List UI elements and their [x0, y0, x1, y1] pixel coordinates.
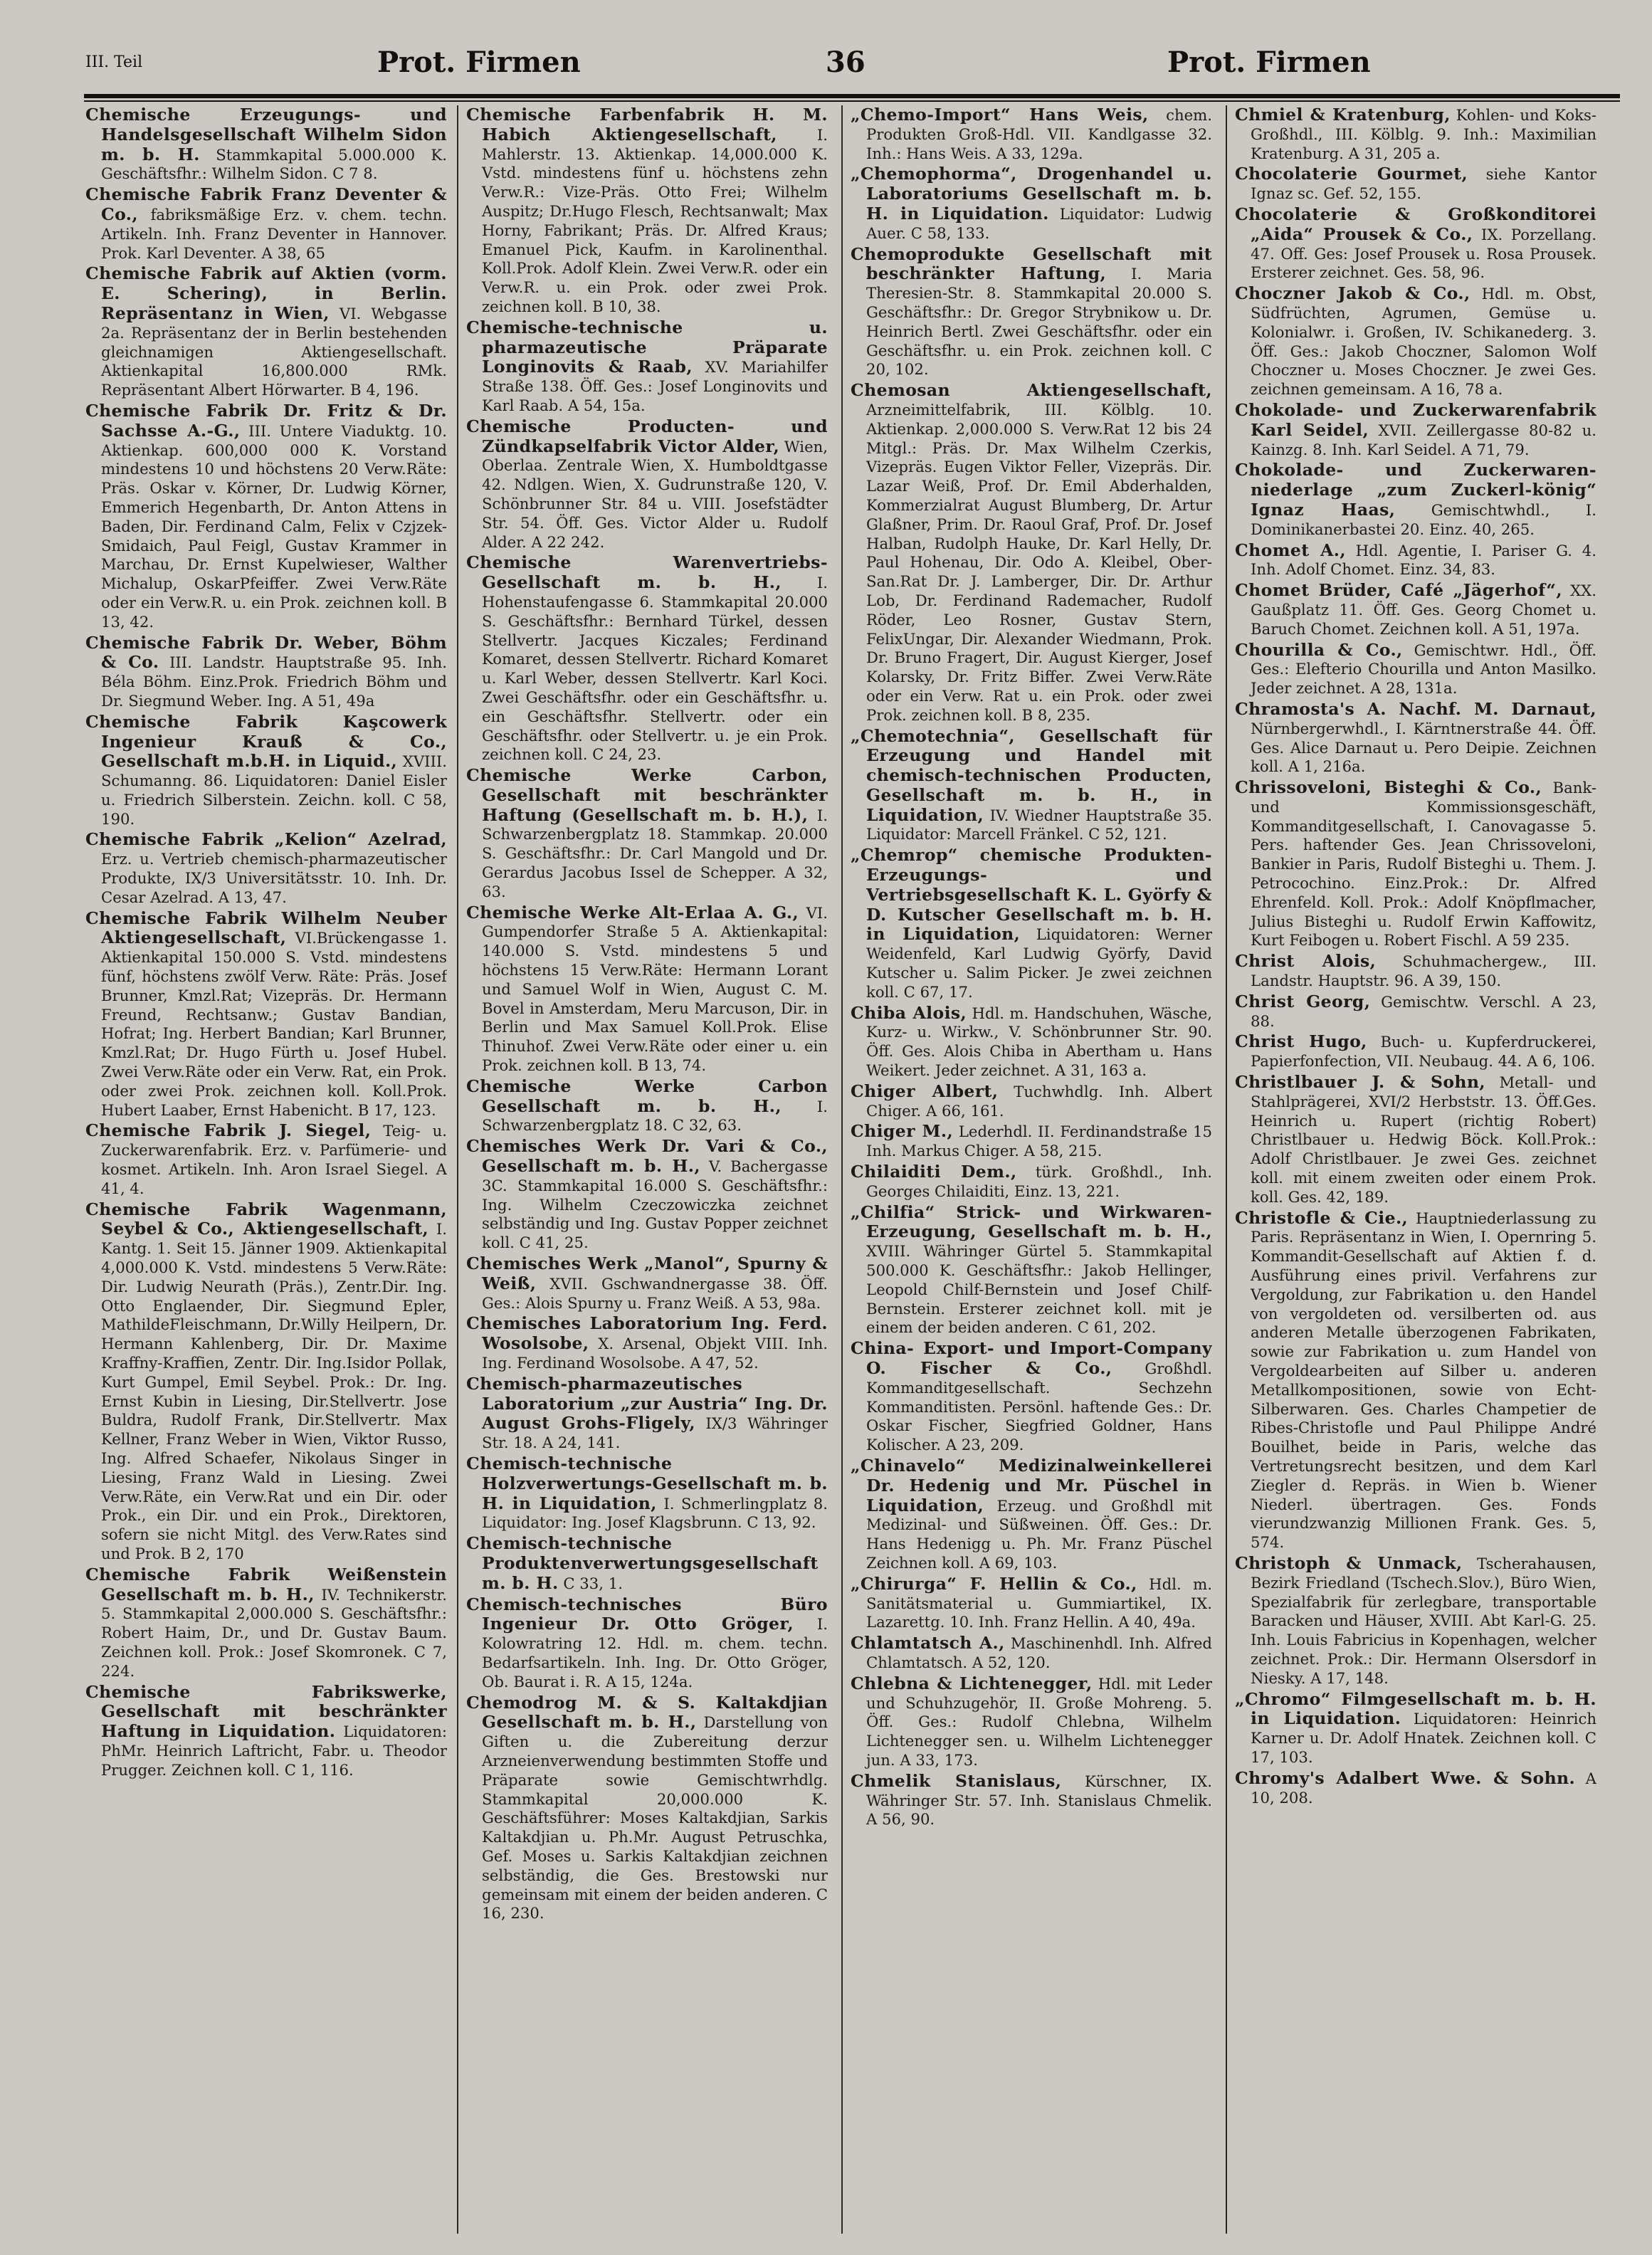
firm-name: Christoph & Unmack, [1235, 1552, 1463, 1573]
firm-name: „Chromo“ Filmgesellschaft m. b. H. in Liquidation. [1235, 1688, 1596, 1729]
firm-entry [851, 1456, 1212, 1573]
firm-entry [1235, 641, 1596, 698]
firm-name: Chlamtatsch A., [851, 1633, 1005, 1654]
firm-details: Bank- und Kommissionsgeschäft, Kommanditgesellschaft, I. Canovagasse 5. Pers. haftender Ges. Jean Chrissoveloni, Bankier in Paris, Rudolf Bisteghi u. Them. J. Petrocochino. Einz.Prok.: Dr. Alfred Ehrenfeld. Koll. Prok.: Adolf Knöpflmacher, Julius Bisteghi u. Rudolf Erwin Kaffowitz, Kurt Feibogen u. Robert Fischl. A 59 235. [1251, 779, 1596, 950]
firm-entry [466, 903, 828, 1076]
firm-details: Kohlen- und Koks-Großhdl., III. Kölblg. 9. Inh.: Maximilian Kratenburg. A 31, 205 a. [1251, 106, 1596, 162]
firm-name: Chokolade- und Zuckerwarenfabrik Karl Seidel, [1235, 399, 1596, 440]
firm-name: Chemische Farbenfabrik H. M. Habich Aktiengesellschaft, [466, 105, 828, 144]
firm-details: Buch- u. Kupferdruckerei, Papierfonfection, VII. Neubaug. 44. A 6, 106. [1251, 1033, 1596, 1071]
firm-entry [466, 1693, 828, 1924]
firm-entry [466, 1595, 828, 1692]
firm-name: „Chirurga“ F. Hellin & Co., [851, 1573, 1137, 1594]
firm-details: V. Bachergasse 3C. Stammkapital 16.000 S. Geschäftsfhr.: Ing. Wilhelm Czeczowiczka zeichnet selbständig und Ing. Gustav Popper zeichnet koll. C 41, 25. [482, 1157, 828, 1252]
firm-name: Chemisches Werk „Manol“, Spurny & Weiß, [466, 1253, 828, 1293]
firm-details: I. Kantg. 1. Seit 15. Jänner 1909. Aktienkapital 4,000.000 K. Vstd. mindestens 5 Verw.Räte: Dir. Ludwig Neurath (Präs.), Zentr.Dir. Ing. Otto Englaender, Dir. Siegmund Epler, MathildeFleischmann, Dr.Willy Heilpern, Dr. Hermann Kahlenberg, Dir. Dr. Maxime Kraffny-Kraffien, Zentr. Dir. Ing.Isidor Pollak, Kurt Gumpel, Emil Seybel. Prok.: Dr. Ing. Ernst Kubin in Liesing, Dir.Stellvertr. Jose Buldra, Rudolf Frank, Dir.Stellvertr. Max Kellner, Franz Weber in Wien, Viktor Russo, Ing. Alfred Schaefer, Nikolaus Singer in Liesing, Franz Wald in Liesing. Zwei Verw.Räte, ein Verw.Rat und ein Dir. oder Prok., ein Dir. und ein Prok., Direktoren, sofern sie nicht Mitgl. des Verw.Rates sind und Prok. B 2, 170 [101, 1220, 447, 1562]
firm-entry [1235, 401, 1596, 459]
firm-name: Chemische Werke Carbon Gesellschaft m. b. H., [466, 1076, 828, 1116]
column-divider [1226, 105, 1227, 2234]
firm-entry [1235, 164, 1596, 204]
firm-name: Chemisches Werk Dr. Vari & Co., Gesellschaft m. b. H., [466, 1136, 828, 1177]
firm-details: XV. Mariahilfer Straße 138. Öff. Ges.: Josef Longinovits und Karl Raab. A 54, 15a. [482, 358, 828, 414]
firm-details: Hdl. m. Sanitätsmaterial u. Gummiartikel, IX. Lazarettg. 10. Inh. Franz Hellin. A 40, 49a. [866, 1575, 1212, 1631]
firm-name: Chrissoveloni, Bisteghi & Co., [1235, 777, 1542, 798]
firm-entry [851, 1339, 1212, 1455]
firm-name: Chemische-technische u. pharmazeutische Präparate Longinovits & Raab, [466, 317, 828, 377]
firm-name: Chemisch-technisches Büro Ingenieur Dr. Otto Gröger, [466, 1594, 828, 1634]
firm-name: Christ Hugo, [1235, 1031, 1367, 1052]
firm-name: „Chemophorma“, Drogenhandel u. Laboratoriums Gesellschaft m. b. H. in Liquidation. [851, 164, 1212, 224]
firm-details: Hauptniederlassung zu Paris. Repräsentanz in Wien, I. Opernring 5. Kommandit-Gesellschaft auf Aktien f. d. Ausführung eines privil. Verfahrens zur Vergoldung, zur Fabrikation u. den Handel von vergoldeten od. versilberten od. aus anderen Metalle überzogenen Fabrikaten, sowie zur Fabrikation u. zum Handel von Vergoldearbeiten auf Silber u. anderen Metallkompositionen, sowie von Echt-Silberwaren. Ges. Charles Champetier de Ribes-Christofle und Paul Philippe André Bouilhet, beide in Paris, welche das Vertretungsrecht besitzen, und dem Karl Ziegler d. Repräs. in Wien b. Wiener Niederl. übertragen. Ges. Fonds vierundzwanzig Millionen Frank. Ges. 5, 574. [1251, 1209, 1596, 1552]
firm-details: XVIII. Währinger Gürtel 5. Stammkapital 500.000 K. Geschäftsfhr.: Jakob Hellinger, Leopold Chilf-Bernstein und Josef Chilf-Bernstein. Ersterer zeichnet koll. mit je einem der beiden anderen. C 61, 202. [866, 1242, 1212, 1337]
firm-entry [466, 1137, 828, 1253]
firm-name: Christlbauer J. & Sohn, [1235, 1072, 1485, 1093]
firm-name: Chemische Fabrik Wagenmann, Seybel & Co., Aktiengesellschaft, [85, 1199, 447, 1239]
firm-details: Liquidatoren: Werner Weidenfeld, Karl Ludwig Györfy, David Kutscher u. Salim Picker. Je zwei zeichnen koll. C 67, 17. [866, 925, 1212, 1001]
firm-entry [1235, 541, 1596, 580]
firm-entry [466, 1077, 828, 1135]
firm-entry [85, 1121, 447, 1198]
firm-name: Chemische Fabrikswerke, Gesellschaft mit beschränkter Haftung in Liquidation. [85, 1681, 447, 1742]
firm-details: A 10, 208. [1251, 1769, 1596, 1807]
firm-details: VI.Brückengasse 1. Aktienkapital 150.000 S. Vstd. mindestens fünf, höchstens zwölf Verw. Räte: Präs. Josef Brunner, Kmzl.Rat; Vizepräs. Dr. Hermann Freund, Rechtsanw.; Gustav Bandian, Hofrat; Ing. Herbert Bandian; Karl Brunner, Kmzl.Rat; Dr. Hugo Fürth u. Josef Hubel. Zwei Verw.Räte oder ein Verw. Rat, ein Prok. oder zwei Prok. zeichnen koll. Koll.Prok. Hubert Laaber, Ernst Habenicht. B 17, 123. [101, 929, 447, 1119]
column-divider [457, 105, 458, 2234]
firm-entry [1235, 1554, 1596, 1688]
firm-details: Hdl. mit Leder und Schuhzugehör, II. Große Mohreng. 5. Öff. Ges.: Rudolf Chlebna, Wilhelm Lichtenegger sen. u. Wilhelm Lichtenegger jun. A 33, 173. [866, 1674, 1212, 1769]
firm-name: Christ Georg, [1235, 991, 1371, 1011]
firm-details: III. Untere Viaduktg. 10. Aktienkap. 600,000 000 K. Vorstand mindestens 10 und höchstens 20 Verw.Räte: Präs. Oskar v. Körner, Dr. Ludwig Körner, Emmerich Hegenbarth, Dr. Anton Attens in Baden, Dir. Ferdinand Calm, Felix v Czjzek-Smidaich, Paul Feigl, Gustav Krammer in Marchau, Dr. Ernst Kupelwieser, Walther Michalup, OskarPfeiffer. Zwei Verw.Räte oder ein Verw.R. u. ein Prok. zeichnen koll. B 13, 42. [101, 421, 447, 631]
firm-entry [85, 634, 447, 711]
firm-entry [851, 245, 1212, 380]
firm-entry [851, 1004, 1212, 1081]
firm-name: Chokolade- und Zuckerwaren-niederlage „zum Zuckerl-könig“ Ignaz Haas, [1235, 460, 1596, 520]
firm-name: China- Export- und Import-Company O. Fischer & Co., [851, 1338, 1212, 1378]
firm-entry [466, 105, 828, 317]
column-3 [851, 105, 1212, 2234]
firm-entry [851, 1203, 1212, 1338]
firm-entry [851, 727, 1212, 845]
part-label: III. Teil [85, 53, 143, 71]
firm-name: Chromy's Adalbert Wwe. & Sohn. [1235, 1767, 1576, 1788]
firm-name: Chiger M., [851, 1121, 954, 1142]
firm-details: X. Arsenal, Objekt VIII. Inh. Ing. Ferdinand Wosolsobe. A 47, 52. [482, 1335, 828, 1372]
firm-details: VI. Gumpendorfer Straße 5 A. Aktienkapital: 140.000 S. Vstd. mindestens 5 und höchstens 15 Verw.Räte: Hermann Lorant und Samuel Wolf in Wien, August C. M. Bovel in Amsterdam, Meru Marcuson, Dir. in Berlin und Max Samuel Koll.Prok. Elise Thinuhof. Zwei Verw.Räte oder einer u. ein Prok. zeichnen koll. B 13, 74. [482, 903, 828, 1075]
firm-name: „Chilfia“ Strick- und Wirkwaren-Erzeugung, Gesellschaft m. b. H., [851, 1202, 1212, 1242]
firm-name: Chemische Fabrik Dr. Fritz & Dr. Sachsse A.-G., [85, 400, 447, 441]
firm-entry [851, 1674, 1212, 1770]
firm-entry [851, 1575, 1212, 1632]
firm-details: Schuhmachergew., III. Landstr. Hauptstr. 96. A 39, 150. [1251, 952, 1596, 990]
firm-name: Chiger Albert, [851, 1081, 999, 1101]
firm-details: I. Mahlerstr. 13. Aktienkap. 14,000.000 K. Vstd. mindestens fünf u. höchstens zehn Verw.R.: Vize-Präs. Otto Frei; Wilhelm Auspitz; Dr.Hugo Flesch, Rechtsanwalt; Max Horny, Fabrikant; Präs. Dr. Alfred Kraus; Emanuel Pick, Kaufm. in Karolinenthal. Koll.Prok. Adolf Klein. Zwei Verw.R. oder ein Verw.R. u. ein Prok. oder zwei Prok. zeichnen koll. B 10, 38. [482, 125, 828, 315]
firm-details: Stammkapital 5.000.000 K. Geschäftsfhr.: Wilhelm Sidon. C 7 8. [101, 145, 447, 183]
firm-entry [851, 381, 1212, 725]
firm-details: XVIII. Schumanng. 86. Liquidatoren: Daniel Eisler u. Friedrich Silberstein. Zeichn. koll. C 58, 190. [101, 752, 447, 828]
firm-entry [466, 1374, 828, 1453]
firm-name: Chemische Fabrik J. Siegel, [85, 1120, 372, 1141]
firm-entry [85, 909, 447, 1120]
firm-entry [1235, 105, 1596, 163]
firm-details: Maschinenhdl. Inh. Alfred Chlamtatsch. A 52, 120. [866, 1634, 1212, 1671]
firm-entry [1235, 205, 1596, 283]
firm-name: Chemische Werke Alt-Erlaa A. G., [466, 902, 799, 922]
firm-name: Chemische Fabrik Franz Deventer & Co., [85, 184, 447, 224]
firm-details: I. Kolowratring 12. Hdl. m. chem. techn. Bedarfsartikeln. Inh. Ing. Dr. Otto Gröger, Ob. Baurat i. R. A 15, 124a. [482, 1615, 828, 1691]
firm-details: Darstellung von Giften u. die Zubereitung derzur Arzneienverwendung bestimmten Stoffe und Präparate sowie Gemischtwrhdlg. Stammkapital 20,000.000 K. Geschäftsführer: Moses Kaltakdjian, Sarkis Kaltakdjian u. Ph.Mr. August Petruschka, Gef. Moses u. Sarkis Kaltakdjian zeichnen selbständig, die Ges. Brestowski nur gemeinsam mit einem der beiden anderen. C 16, 230. [482, 1713, 828, 1923]
firm-entry [1235, 1032, 1596, 1071]
firm-name: Christ Alois, [1235, 951, 1377, 972]
firm-entry [1235, 952, 1596, 991]
firm-details: Gemischtwhdl., I. Dominikanerbastei 20. Einz. 40, 265. [1251, 500, 1596, 538]
firm-details: IX. Porzellang. 47. Off. Ges: Josef Prousek u. Rosa Prousek. Ersterer zeichnet. Ges. 58, 96. [1251, 225, 1596, 282]
firm-entry [851, 105, 1212, 163]
firm-name: Chemisch-technische Holzverwertungs-Gesellschaft m. b. H. in Liquidation, [466, 1453, 828, 1513]
firm-name: Chemische Fabrik Kaşcowerk Ingenieur Krauß & Co., Gesellschaft m.b.H. in Liquid., [85, 711, 447, 772]
firm-details: III. Landstr. Hauptstraße 95. Inh. Béla Böhm. Einz.Prok. Friedrich Böhm und Dr. Siegmund Weber. Ing. A 51, 49a [101, 653, 447, 710]
firm-details: Nürnbergerwhdl., I. Kärntnerstraße 44. Öff. Ges. Alice Darnaut u. Pero Deipie. Zeichnen koll. A 1, 216a. [1251, 719, 1596, 776]
firm-entry [851, 1772, 1212, 1829]
firm-name: „Chinavelo“ Medizinalweinkellerei Dr. Hedenig und Mr. Püschel in Liquidation, [851, 1455, 1212, 1515]
firm-name: Chemische Fabrik Wilhelm Neuber Aktiengesellschaft, [85, 908, 447, 948]
firm-details: Hdl. m. Handschuhen, Wäsche, Kurz- u. Wirkw., V. Schönbrunner Str. 90. Öff. Ges. Alois Chiba in Abertham u. Hans Weikert. Jeder zeichnet. A 31, 163 a. [866, 1004, 1212, 1080]
firm-details: XVII. Zeillergasse 80-82 u. Kainzg. 8. Inh. Karl Seidel. A 71, 79. [1251, 421, 1596, 458]
firm-name: „Chemotechnia“, Gesellschaft für Erzeugung und Handel mit chemisch-technischen Producten, Gesellschaft m. b. H., in Liquidation, [851, 725, 1212, 825]
firm-details: Tuchwhdlg. Inh. Albert Chiger. A 66, 161. [866, 1082, 1212, 1120]
firm-entry [1235, 700, 1596, 777]
firm-entry [851, 846, 1212, 1002]
column-divider [841, 105, 843, 2234]
header-rule-thin [84, 100, 1620, 102]
firm-entry [1235, 581, 1596, 638]
firm-name: Chemische Warenvertriebs-Gesellschaft m. b. H., [466, 552, 828, 593]
firm-entry [85, 185, 447, 263]
firm-name: Chemosan Aktiengesellschaft, [851, 380, 1212, 401]
firm-entry [1235, 1073, 1596, 1207]
firm-entry [466, 417, 828, 552]
firm-details: Lederhdl. II. Ferdinandstraße 15 Inh. Markus Chiger. A 58, 215. [866, 1123, 1212, 1160]
firm-entry [851, 1634, 1212, 1673]
firm-entry [851, 164, 1212, 243]
firm-entry [85, 830, 447, 907]
firm-details: I. Schwarzenbergplatz 18. Stammkap. 20.000 S. Geschäftsfhr.: Dr. Carl Mangold und Dr. Gerardus Jacobus Issel de Schepper. A 32, 63. [482, 806, 828, 900]
firm-details: IX/3 Währinger Str. 18. A 24, 141. [482, 1414, 828, 1452]
firm-entry [466, 1254, 828, 1313]
firm-name: Chemische Fabrik Weißenstein Gesellschaft m. b. H., [85, 1564, 447, 1604]
firm-entry [851, 1162, 1212, 1202]
firm-entry [1235, 1209, 1596, 1552]
firm-details: Teig- u. Zuckerwarenfabrik. Erz. v. Parfümerie- und kosmet. Artikeln. Inh. Aron Israel Siegel. A 41, 4. [101, 1122, 447, 1197]
firm-name: Chemische Producten- und Zündkapselfabrik Victor Alder, [466, 416, 828, 456]
firm-details: Metall- und Stahlprägerei, XVI/2 Herbststr. 13. Öff.Ges. Heinrich u. Rupert (richtig Robert) Christlbauer u. Hedwig Böck. Koll.Prok.: Adolf Christlbauer. Je zwei Ges. zeichnet koll. mit einem zweiten oder einem Prok. koll. Ges. 42, 189. [1251, 1073, 1596, 1206]
firm-details: IV. Technikerstr. 5. Stammkapital 2,000.000 S. Geschäftsfhr.: Robert Haim, Dr., und Dr. Gustav Baum. Zeichnen koll. Prok.: Josef Skomronek. C 7, 224. [101, 1585, 447, 1680]
firm-name: Chilaiditi Dem., [851, 1162, 1017, 1182]
firm-entry [1235, 1769, 1596, 1808]
firm-details: I. Hohenstaufengasse 6. Stammkapital 20.000 S. Geschäftsfhr.: Bernhard Türkel, dessen Stellvertr. Jacques Kiczales; Ferdinand Komaret, dessen Stellvertr. Richard Komaret u. Karl Weber, dessen Stellvertr. Karl Koci. Zwei Geschäftsfhr. oder ein Geschäftsfhr. u. ein Geschäftsfhr. Stellvertr. oder ein Geschäftsfhr. oder Stellvertr. u. je ein Prok. zeichnen koll. C 24, 23. [482, 574, 828, 764]
firm-details: Gemischtw. Verschl. A 23, 88. [1251, 992, 1596, 1030]
firm-details: VI. Webgasse 2a. Repräsentanz der in Berlin bestehenden gleichnamigen Aktiengesellschaft. Aktienkapital 16,800.000 RMk. Repräsentant Albert Hörwarter. B 4, 196. [101, 304, 447, 399]
column-2 [466, 105, 828, 2234]
firm-name: Chemische Erzeugungs- und Handelsgesellschaft Wilhelm Sidon m. b. H. [85, 105, 447, 164]
firm-name: Chramosta's A. Nachf. M. Darnaut, [1235, 698, 1596, 719]
firm-name: Christofle & Cie., [1235, 1207, 1409, 1228]
firm-details: chem. Produkten Groß-Hdl. VII. Kandlgasse 32. Inh.: Hans Weis. A 33, 129a. [866, 106, 1212, 162]
firm-details: XVII. Gschwandnergasse 38. Öff. Ges.: Alois Spurny u. Franz Weiß. A 53, 98a. [482, 1274, 828, 1312]
firm-details: Tscherahausen, Bezirk Friedland (Tschech.Slov.), Büro Wien, Spezialfabrik für zerlegbare, transportable Baracken und Häuser, XVIII. Abt Karl-G. 25. Inh. Louis Fabricius in Kopenhagen, welcher zeichnet. Prok.: Dir. Hermann Olsersdorf in Niesky. A 17, 148. [1251, 1554, 1596, 1687]
firm-name: Chomet Brüder, Café „Jägerhof“, [1235, 580, 1562, 601]
firm-entry [466, 318, 828, 416]
firm-name: Chomet A., [1235, 540, 1346, 560]
firm-name: Chocolaterie & Großkonditorei „Aida“ Prousek & Co., [1235, 204, 1596, 244]
firm-entry [466, 766, 828, 902]
firm-details: fabriksmäßige Erz. v. chem. techn. Artikeln. Inh. Franz Deventer in Hannover. Prok. Karl Deventer. A 38, 65 [101, 205, 447, 262]
firm-details: siehe Kantor Ignaz sc. Gef. 52, 155. [1251, 165, 1596, 203]
firm-entry [851, 1122, 1212, 1161]
firm-entry [851, 1082, 1212, 1121]
firm-details: türk. Großhdl., Inh. Georges Chilaiditi, Einz. 13, 221. [866, 1163, 1212, 1200]
firm-entry [1235, 778, 1596, 950]
firm-details: XX. Gaußplatz 11. Öff. Ges. Georg Chomet u. Baruch Chomet. Zeichnen koll. A 51, 197a. [1251, 582, 1596, 638]
firm-entry [1235, 461, 1596, 539]
firm-name: Chemische Werke Carbon, Gesellschaft mit beschränkter Haftung (Gesellschaft m. b. H.), [466, 765, 828, 825]
firm-entry [85, 1683, 447, 1780]
firm-details: Liquidatoren: PhMr. Heinrich Laftricht, Fabr. u. Theodor Prugger. Zeichnen koll. C 1, 116. [101, 1723, 447, 1779]
firm-entry [85, 105, 447, 184]
firm-details: Hdl. Agentie, I. Pariser G. 4. Inh. Adolf Chomet. Einz. 34, 83. [1251, 541, 1596, 579]
firm-entry [1235, 284, 1596, 399]
firm-name: Choczner Jakob & Co., [1235, 283, 1471, 304]
page-number: 36 [826, 46, 866, 79]
firm-details: Liquidator: Ludwig Auer. C 58, 133. [866, 204, 1212, 242]
firm-details: Erz. u. Vertrieb chemisch-pharmazeutischer Produkte, IX/3 Universitätsstr. 10. Inh. Dr. Cesar Azelrad. A 13, 47. [101, 850, 447, 906]
firm-entry [85, 713, 447, 829]
firm-name: Chocolaterie Gourmet, [1235, 164, 1468, 184]
firm-details: I. Maria Theresien-Str. 8. Stammkapital 20.000 S. Geschäftsfhr.: Dr. Gregor Strybnikow u. Dr. Heinrich Bertl. Zwei Geschäftsfhr. oder ein Geschäftsfhr. u. ein Prok. zeichnen koll. C 20, 102. [866, 265, 1212, 379]
firm-entry [466, 1454, 828, 1533]
running-title-right: Prot. Firmen [1167, 46, 1371, 79]
firm-name: Chemisch-technische Produktenverwertungsgesellschaft m. b. H. [466, 1533, 819, 1593]
firm-name: Chmelik Stanislaus, [851, 1770, 1062, 1791]
firm-entry [466, 553, 828, 764]
firm-details: Liquidatoren: Heinrich Karner u. Dr. Adolf Hnatek. Zeichnen koll. C 17, 103. [1251, 1710, 1596, 1766]
firm-name: Chemische Fabrik „Kelion“ Azelrad, [85, 829, 447, 850]
firm-entry [466, 1534, 828, 1593]
firm-name: Chemodrog M. & S. Kaltakdjian Gesellschaft m. b. H., [466, 1692, 828, 1733]
firm-name: Chlebna & Lichtenegger, [851, 1673, 1093, 1693]
firm-name: Chiba Alois, [851, 1002, 967, 1023]
firm-entry [85, 264, 447, 400]
firm-entry [85, 401, 447, 632]
firm-entry [1235, 1690, 1596, 1767]
firm-details: Gemischtwr. Hdl., Öff. Ges.: Elefterio Chourilla und Anton Masilko. Jeder zeichnet. A 28, 131a. [1251, 641, 1596, 698]
firm-details: Kürschner, IX. Währinger Str. 57. Inh. Stanislaus Chmelik. A 56, 90. [866, 1772, 1212, 1829]
firm-details: IV. Wiedner Hauptstraße 35. Liquidator: Marcell Fränkel. C 52, 121. [866, 806, 1212, 843]
firm-name: „Chemo-Import“ Hans Weis, [851, 105, 1149, 125]
firm-entry [85, 1200, 447, 1564]
firm-name: Chmiel & Kratenburg, [1235, 105, 1451, 125]
firm-details: I. Schmerlingplatz 8. Liquidator: Ing. Josef Klagsbrunn. C 13, 92. [482, 1494, 828, 1532]
column-4 [1235, 105, 1596, 2234]
firm-details: Erzeug. und Großhdl mit Medizinal- und Süßweinen. Öff. Ges.: Dr. Hans Hedenigg u. Ph. Mr. Franz Püschel Zeichnen koll. A 69, 103. [866, 1496, 1212, 1572]
page-header [85, 43, 1616, 85]
firm-entry [1235, 992, 1596, 1031]
firm-details: Wien, Oberlaa. Zentrale Wien, X. Humboldtgasse 42. Ndlgen. Wien, X. Gudrunstraße 120, V. Schönbrunner Str. 84 u. VIII. Josefstädter Str. 54. Öff. Ges. Victor Alder u. Rudolf Alder. A 22 242. [482, 437, 828, 551]
firm-name: Chemisch-pharmazeutisches Laboratorium „zur Austria“ Ing. Dr. August Grohs-Fligely, [466, 1373, 828, 1434]
firm-name: Chemische Fabrik Dr. Weber, Böhm & Co. [85, 632, 447, 673]
firm-entry [85, 1565, 447, 1681]
running-title-left: Prot. Firmen [377, 46, 581, 79]
firm-details: Großhdl. Kommanditgesellschaft. Sechzehn Kommanditisten. Persönl. haftende Ges.: Dr. Oskar Fischer, Siegfried Goldner, Hans Kolischer. A 23, 209. [866, 1360, 1212, 1454]
firm-name: Chemisches Laboratorium Ing. Ferd. Wosolsobe, [466, 1313, 828, 1354]
header-rule [84, 94, 1620, 98]
firm-details: Arzneimittelfabrik, III. Kölblg. 10. Aktienkap. 2,000.000 S. Verw.Rat 12 bis 24 Mitgl.: Präs. Dr. Max Wilhelm Czerkis, Vizepräs. Eugen Viktor Feller, Vizepräs. Dir. Lazar Weiß, Prof. Dr. Emil Abderhalden, Kommerzialrat August Blumberg, Dr. Artur Glaßner, Prim. Dr. Raoul Graf, Prof. Dr. Josef Halban, Rudolph Hauke, Dr. Karl Helly, Dr. Paul Hohenau, Dir. Odo A. Kleibel, Ober-San.Rat Dr. J. Lamberger, Dir. Dr. Arthur Lob, Dr. Ferdinand Rademacher, Rudolf Röder, Leo Rosner, Gustav Stern, FelixUngar, Dir. Alexander Wiedmann, Prok. Dr. Bruno Fragert, Dir. August Kierger, Josef Kolarsky, Dr. Fritz Biffer. Zwei Verw.Räte oder ein Verw. Rat u. ein Prok. oder zwei Prok. zeichnen koll. B 8, 235. [866, 400, 1212, 724]
firm-entry [466, 1314, 828, 1372]
firm-name: Chemische Fabrik auf Aktien (vorm. E. Schering), in Berlin. Repräsentanz in Wien, [85, 263, 447, 323]
firm-details: I. Schwarzenbergplatz 18. C 32, 63. [482, 1097, 828, 1135]
firm-name: Chemoprodukte Gesellschaft mit beschränkter Haftung, [851, 243, 1212, 284]
column-1 [85, 105, 447, 2234]
firm-details: Hdl. m. Obst, Südfrüchten, Agrumen, Gemüse u. Kolonialwr. i. Großen, IV. Schikanederg. 3. Öff. Ges.: Jakob Choczner, Salomon Wolf Choczner u. Moses Choczner. Je zwei Ges. zeichnen gemeinsam. A 16, 78 a. [1251, 285, 1596, 399]
firm-name: Chourilla & Co., [1235, 639, 1403, 660]
firm-name: „Chemrop“ chemische Produkten-Erzeugungs- und Vertriebsgesellschaft K. L. Györfy & D. Kutscher Gesellschaft m. b. H. in Liquidation, [851, 845, 1212, 945]
firm-details: C 33, 1. [563, 1574, 623, 1592]
